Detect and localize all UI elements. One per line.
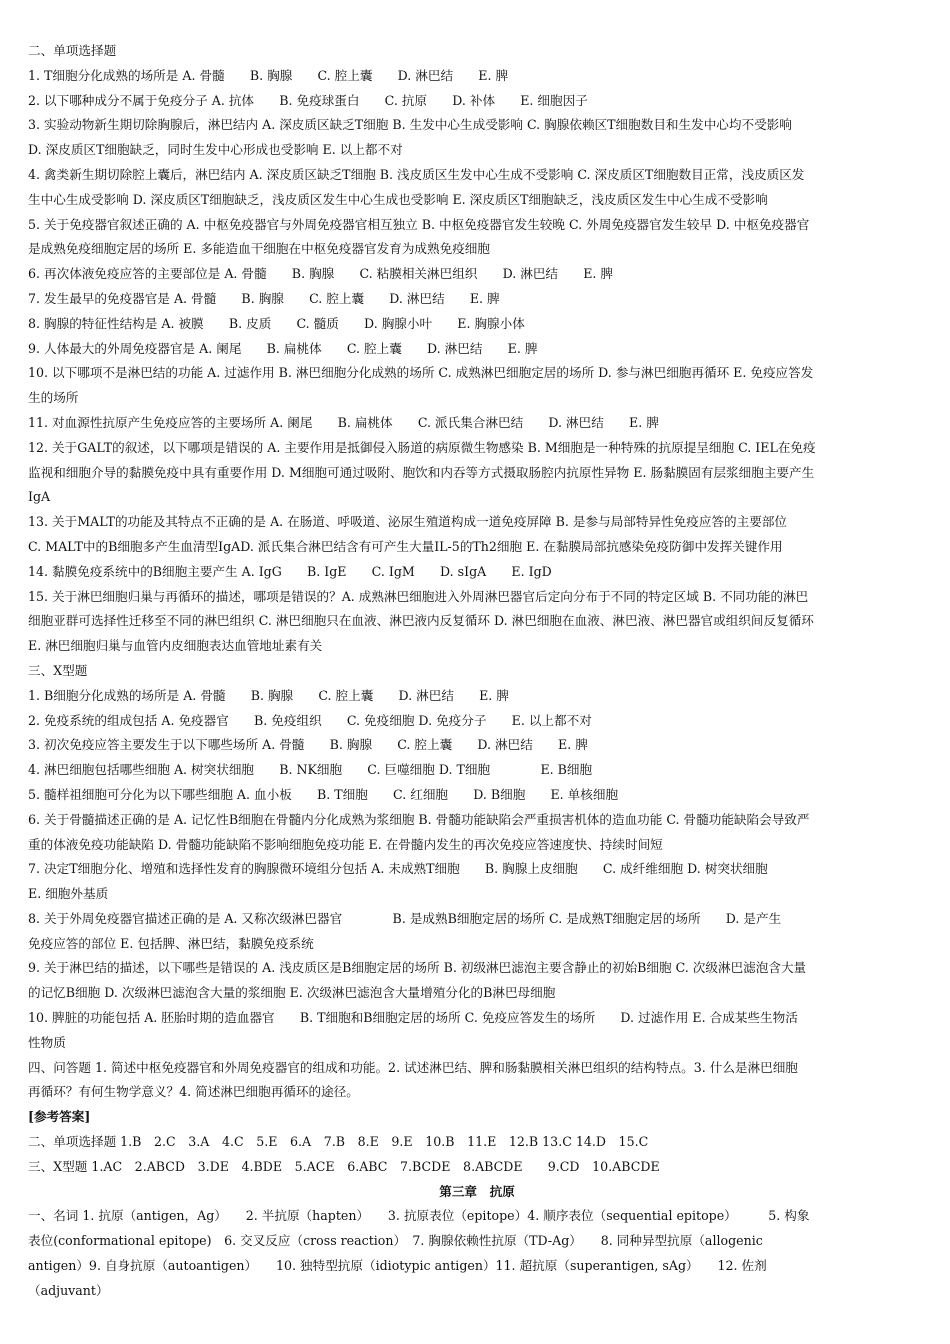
text-line: E. 细胞外基质 [28, 886, 109, 902]
text-line: 14. 黏膜免疫系统中的B细胞主要产生 A. IgG B. IgE C. IgM D. sIgA E. IgD [28, 563, 552, 579]
text-line: 8. 关于外周免疫器官描述正确的是 A. 又称次级淋巴器官 B. 是成熟B细胞定居的场所 C. 是成熟T细胞定居的场所 D. 是产生 [28, 910, 782, 926]
text-line: 4. 淋巴细胞包括哪些细胞 A. 树突状细胞 B. NK细胞 C. 巨噬细胞 D. T细胞 E. B细胞 [28, 762, 593, 778]
text-line: 12. 关于GALT的叙述，以下哪项是错误的 A. 主要作用是抵御侵入肠道的病原微生物感染 B. M细胞是一种特殊的抗原提呈细胞 C. IEL在免疫 [28, 439, 816, 455]
text-line: 10. 以下哪项不是淋巴结的功能 A. 过滤作用 B. 淋巴细胞分化成熟的场所 C. 成熟淋巴细胞定居的场所 D. 参与淋巴细胞再循环 E. 免疫应答发 [28, 365, 814, 381]
text-line: 13. 关于MALT的功能及其特点不正确的是 A. 在肠道、呼吸道、泌尿生殖道构成一道免疫屏障 B. 是参与局部特异性免疫应答的主要部位 [28, 514, 788, 530]
text-line: 一、名词 1. 抗原（antigen，Ag） 2. 半抗原（hapten） 3. 抗原表位（epitope）4. 顺序表位（sequential epitope） 5. 构象 [28, 1208, 810, 1224]
text-line: 5. 关于免疫器官叙述正确的 A. 中枢免疫器官与外周免疫器官相互独立 B. 中枢免疫器官发生较晚 C. 外周免疫器官发生较早 D. 中枢免疫器官 [28, 216, 810, 232]
text-line: [参考答案] [28, 1109, 91, 1125]
text-line: 2. 以下哪种成分不属于免疫分子 A. 抗体 B. 免疫球蛋白 C. 抗原 D. 补体 E. 细胞因子 [28, 92, 588, 108]
text-line: 免疫应答的部位 E. 包括脾、淋巴结，黏膜免疫系统 [28, 935, 314, 951]
text-line: 生中心生成受影响 D. 深皮质区T细胞缺乏，浅皮质区发生中心生成也受影响 E. 深皮质区T细胞缺乏，浅皮质区发生中心生成不受影响 [28, 191, 768, 207]
text-line: 7. 决定T细胞分化、增殖和选择性发育的胸腺微环境组分包括 A. 未成熟T细胞 B. 胸腺上皮细胞 C. 成纤维细胞 D. 树突状细胞 [28, 861, 768, 877]
text-line: 6. 再次体液免疫应答的主要部位是 A. 骨髓 B. 胸腺 C. 粘膜相关淋巴组织 D. 淋巴结 E. 脾 [28, 266, 613, 282]
document-page [28, 39, 926, 1304]
text-line: 1. T细胞分化成熟的场所是 A. 骨髓 B. 胸腺 C. 腔上囊 D. 淋巴结 E. 脾 [28, 67, 509, 83]
text-line: 三、X型题 [28, 662, 88, 678]
text-line: 重的体液免疫功能缺陷 D. 骨髓功能缺陷不影响细胞免疫功能 E. 在骨髓内发生的再次免疫应答速度快、持续时间短 [28, 836, 663, 852]
text-line: 是成熟免疫细胞定居的场所 E. 多能造血干细胞在中枢免疫器官发育为成熟免疫细胞 [28, 241, 490, 257]
text-line: 二、单项选择题 [28, 43, 117, 58]
text-line: 三、X型题 1.AC 2.ABCD 3.DE 4.BDE 5.ACE 6.ABC 7.BCDE 8.ABCDE 9.CD 10.ABCDE [28, 1158, 660, 1174]
text-line: 表位(conformational epitope) 6. 交叉反应（cross reaction） 7. 胸腺依赖性抗原（TD-Ag） 8. 同种异型抗原（allogenic [28, 1233, 763, 1249]
text-line: 1. B细胞分化成熟的场所是 A. 骨髓 B. 胸腺 C. 腔上囊 D. 淋巴结 E. 脾 [28, 687, 509, 703]
text-line: （adjuvant） [28, 1282, 109, 1298]
text-line: 10. 脾脏的功能包括 A. 胚胎时期的造血器官 B. T细胞和B细胞定居的场所 C. 免疫应答发生的场所 D. 过滤作用 E. 合成某些生物活 [28, 1010, 798, 1026]
text-line: 5. 髓样祖细胞可分化为以下哪些细胞 A. 血小板 B. T细胞 C. 红细胞 D. B细胞 E. 单核细胞 [28, 786, 619, 802]
text-line: E. 淋巴细胞归巢与血管内皮细胞表达血管地址素有关 [28, 638, 323, 654]
text-line: 二、单项选择题 1.B 2.C 3.A 4.C 5.E 6.A 7.B 8.E 9.E 10.B 11.E 12.B 13.C 14.D 15.C [28, 1134, 649, 1150]
text-line: 监视和细胞介导的黏膜免疫中具有重要作用 D. M细胞可通过吸附、胞饮和内吞等方式摄取肠腔内抗原性异物 E. 肠黏膜固有层浆细胞主要产生 [28, 464, 815, 480]
text-line: D. 深皮质区T细胞缺乏，同时生发中心形成也受影响 E. 以上都不对 [28, 142, 403, 158]
text-line: 11. 对血源性抗原产生免疫应答的主要场所 A. 阑尾 B. 扁桃体 C. 派氏集合淋巴结 D. 淋巴结 E. 脾 [28, 414, 659, 430]
text-line: 6. 关于骨髓描述正确的是 A. 记忆性B细胞在骨髓内分化成熟为浆细胞 B. 骨髓功能缺陷会严重损害机体的造血功能 C. 骨髓功能缺陷会导致严 [28, 811, 810, 827]
text-line: 2. 免疫系统的组成包括 A. 免疫器官 B. 免疫组织 C. 免疫细胞 D. 免疫分子 E. 以上都不对 [28, 712, 592, 728]
text-line: 8. 胸腺的特征性结构是 A. 被膜 B. 皮质 C. 髓质 D. 胸腺小叶 E. 胸腺小体 [28, 315, 525, 331]
text-line: 9. 关于淋巴结的描述，以下哪些是错误的 A. 浅皮质区是B细胞定居的场所 B. 初级淋巴滤泡主要含静止的初始B细胞 C. 次级淋巴滤泡含大量 [28, 960, 807, 976]
text-line: antigen）9. 自身抗原（autoantigen） 10. 独特型抗原（idiotypic antigen）11. 超抗原（superantigen, sAg） 12. 佐剂 [28, 1258, 767, 1274]
text-line: 再循环？有何生物学意义？4. 简述淋巴细胞再循环的途径。 [28, 1084, 359, 1100]
text-line: 性物质 [28, 1034, 66, 1050]
text-line: 细胞亚群可选择性迁移至不同的淋巴组织 C. 淋巴细胞只在血液、淋巴液内反复循环 D. 淋巴细胞在血液、淋巴液、淋巴器官或组织间反复循环 [28, 613, 814, 629]
text-line: 3. 初次免疫应答主要发生于以下哪些场所 A. 骨髓 B. 胸腺 C. 腔上囊 D. 淋巴结 E. 脾 [28, 737, 588, 753]
text-line: 第三章 抗原 [439, 1183, 515, 1199]
text-line: C. MALT中的B细胞多产生血清型IgAD. 派氏集合淋巴结含有可产生大量IL-5的Th2细胞 E. 在黏膜局部抗感染免疫防御中发挥关键作用 [28, 538, 783, 554]
text-line: 3. 实验动物新生期切除胸腺后，淋巴结内 A. 深皮质区缺乏T细胞 B. 生发中心生成受影响 C. 胸腺依赖区T细胞数目和生发中心均不受影响 [28, 117, 792, 133]
text-line: 9. 人体最大的外周免疫器官是 A. 阑尾 B. 扁桃体 C. 腔上囊 D. 淋巴结 E. 脾 [28, 340, 538, 356]
text-line: 7. 发生最早的免疫器官是 A. 骨髓 B. 胸腺 C. 腔上囊 D. 淋巴结 E. 脾 [28, 290, 500, 306]
text-line: IgA [28, 489, 51, 505]
text-line: 四、问答题 1. 简述中枢免疫器官和外周免疫器官的组成和功能。2. 试述淋巴结、脾和肠黏膜相关淋巴组织的结构特点。3. 什么是淋巴细胞 [28, 1059, 798, 1075]
text-line: 生的场所 [28, 390, 79, 406]
text-line: 的记忆B细胞 D. 次级淋巴滤泡含大量的浆细胞 E. 次级淋巴滤泡含大量增殖分化的B淋巴母细胞 [28, 985, 556, 1001]
text-line: 15. 关于淋巴细胞归巢与再循环的描述，哪项是错误的？A. 成熟淋巴细胞进入外周淋巴器官后定向分布于不同的特定区域 B. 不同功能的淋巴 [28, 588, 809, 604]
text-line: 4. 禽类新生期切除腔上囊后，淋巴结内 A. 深皮质区缺乏T细胞 B. 浅皮质区生发中心生成不受影响 C. 深皮质区T细胞数目正常，浅皮质区发 [28, 166, 805, 182]
